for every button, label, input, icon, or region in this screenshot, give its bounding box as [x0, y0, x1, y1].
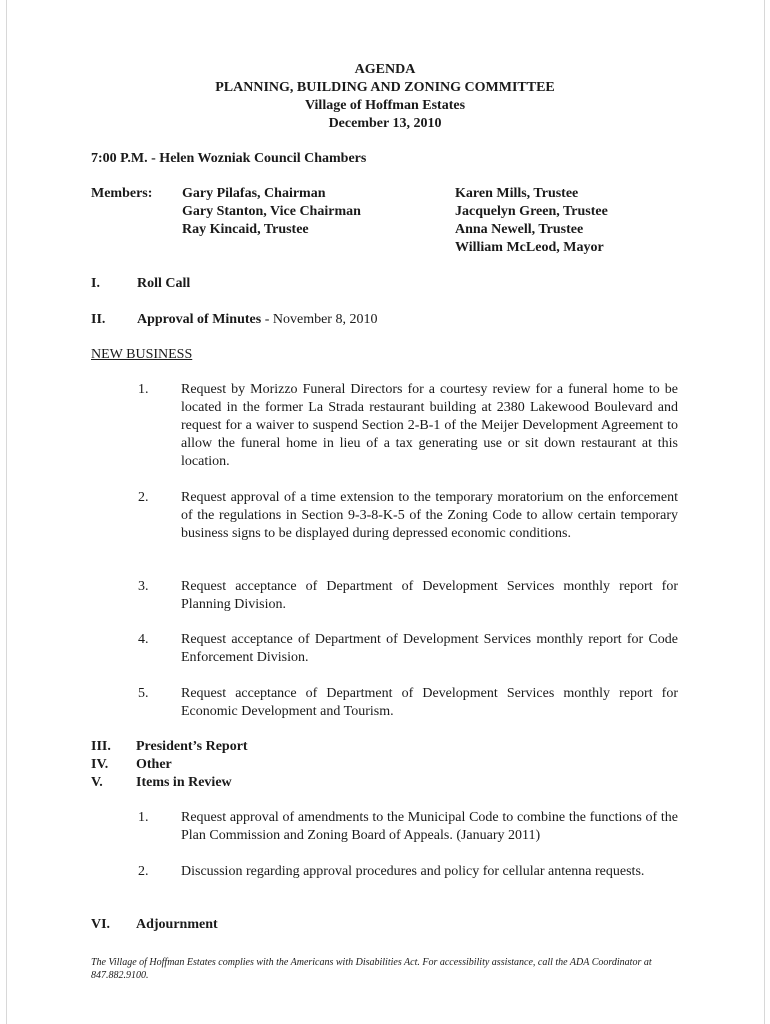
scan-edge-left	[6, 0, 7, 1024]
new-business-heading: NEW BUSINESS	[91, 347, 193, 362]
header-village: Village of Hoffman Estates	[304, 98, 466, 113]
members-left-column	[182, 185, 361, 239]
section-roll-call: Roll Call	[137, 276, 191, 291]
ada-footer-note: The Village of Hoffman Estates complies with the Americans with Disabilities Act. For accessibility assistance, call the ADA Coordinator at 847.882.9100.	[91, 957, 652, 981]
item-number: 5.	[138, 686, 149, 701]
member-name: Gary Pilafas, Chairman	[182, 186, 326, 201]
agenda-header	[0, 61, 770, 133]
member-name: Anna Newell, Trustee	[455, 222, 584, 237]
item-number: 1.	[138, 382, 149, 397]
item-number: 1.	[138, 810, 149, 825]
member-name: Karen Mills, Trustee	[455, 186, 579, 201]
section-number: II.	[91, 312, 106, 327]
section-title: Approval of Minutes	[137, 312, 262, 327]
section-approval-of-minutes	[137, 311, 377, 329]
section-number: I.	[91, 276, 100, 291]
minutes-date: - November 8, 2010	[261, 312, 378, 327]
agenda-item-text: Request acceptance of Department of Development Services monthly report for Economic Development and Tourism.	[181, 686, 678, 719]
section-other: Other	[136, 757, 172, 772]
member-name: William McLeod, Mayor	[455, 240, 604, 255]
member-name: Ray Kincaid, Trustee	[182, 222, 309, 237]
section-number: III.	[91, 739, 111, 754]
item-number: 4.	[138, 632, 149, 647]
agenda-item-text: Request approval of a time extension to the temporary moratorium on the enforcement of the regulations in Section 9-3-8-K-5 of the Zoning Code to allow certain temporary business signs to be displayed during depressed economic conditions.	[181, 490, 678, 541]
item-number: 2.	[138, 864, 149, 879]
item-number: 3.	[138, 579, 149, 594]
header-committee: PLANNING, BUILDING AND ZONING COMMITTEE	[215, 80, 555, 95]
review-item-text: Discussion regarding approval procedures and policy for cellular antenna requests.	[181, 864, 645, 879]
agenda-item-text: Request acceptance of Department of Development Services monthly report for Code Enforcement Division.	[181, 632, 678, 665]
meeting-time-location: 7:00 P.M. - Helen Wozniak Council Chambers	[91, 151, 367, 166]
section-number: VI.	[91, 917, 111, 932]
scan-edge-right	[764, 0, 765, 1024]
section-items-in-review: Items in Review	[136, 775, 232, 790]
member-name: Jacquelyn Green, Trustee	[455, 204, 608, 219]
header-date: December 13, 2010	[328, 116, 442, 131]
agenda-item-text: Request by Morizzo Funeral Directors for a courtesy review for a funeral home to be located in the former La Strada restaurant building at 2380 Lakewood Boulevard and request for a waiver to suspend Section 2-B-1 of the Meijer Development Agreement to allow the funeral home in lieu of a tax generating use or sit down restaurant at this location.	[181, 382, 678, 469]
section-presidents-report: President’s Report	[136, 739, 248, 754]
member-name: Gary Stanton, Vice Chairman	[182, 204, 361, 219]
section-number: IV.	[91, 757, 109, 772]
members-right-column	[455, 185, 608, 257]
members-label: Members:	[91, 186, 153, 201]
review-item-text: Request approval of amendments to the Municipal Code to combine the functions of the Plan Commission and Zoning Board of Appeals. (January 2011)	[181, 810, 678, 843]
section-adjournment: Adjournment	[136, 917, 218, 932]
section-number: V.	[91, 775, 103, 790]
header-title: AGENDA	[354, 62, 416, 77]
agenda-item-text: Request acceptance of Department of Development Services monthly report for Planning Division.	[181, 579, 678, 612]
item-number: 2.	[138, 490, 149, 505]
